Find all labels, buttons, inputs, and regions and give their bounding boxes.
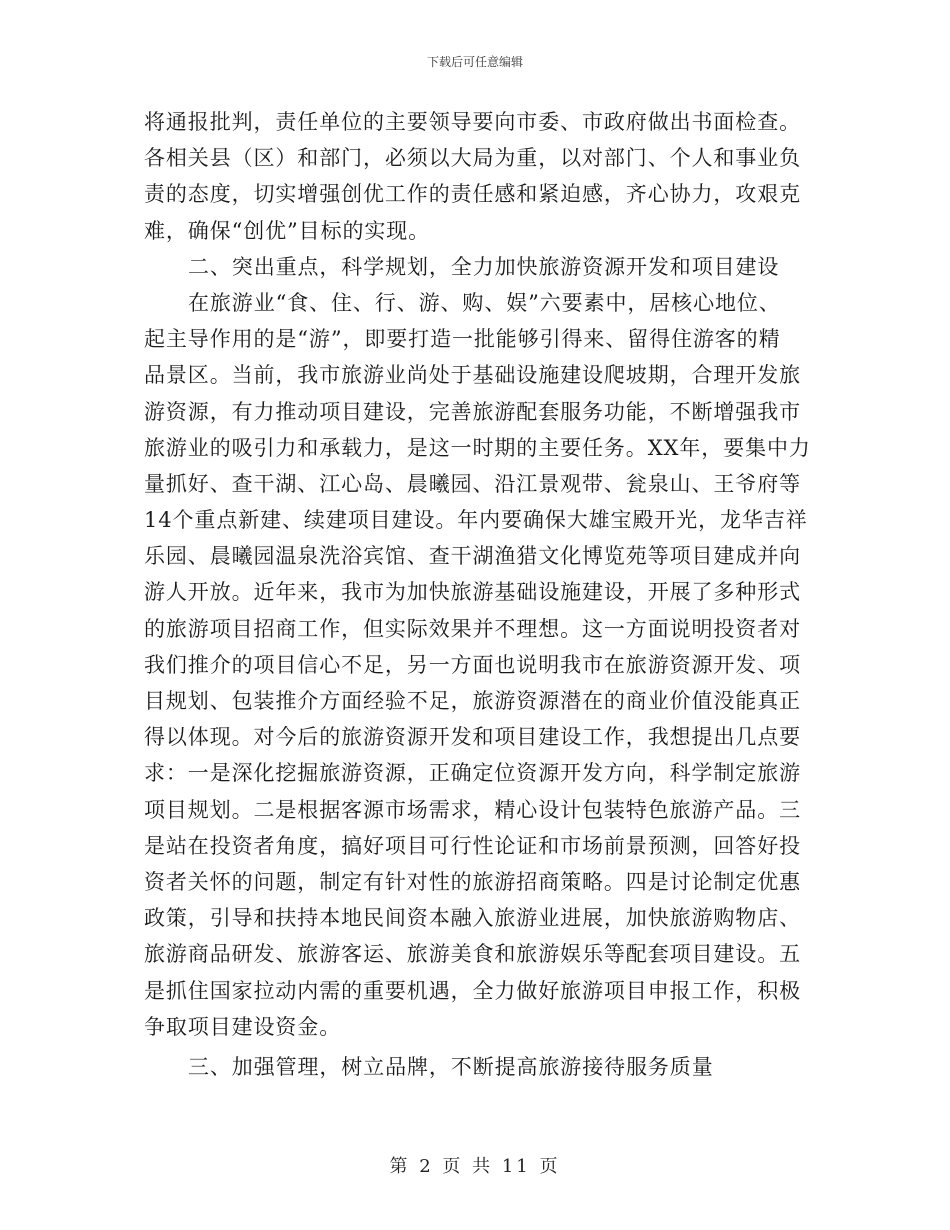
paragraph-2	[144, 285, 810, 1045]
text-line: 将通报批判，责任单位的主要领导要向市委、市政府做出书面检查。	[144, 110, 801, 134]
text-line: 各相关县（区）和部门，必须以大局为重，以对部门、个人和事业负	[144, 146, 801, 171]
paragraph-1	[144, 104, 810, 249]
text-line: 游人开放。近年来，我市为加快旅游基础设施建设，开展了多种形式	[144, 580, 801, 605]
text-line: 争取项目建设资金。	[144, 1014, 342, 1039]
text-line: 游资源，有力推动项目建设，完善旅游配套服务功能，不断增强我市	[144, 399, 801, 424]
text-line: 14个重点新建、续建项目建设。年内要确保大雄宝殿开光，龙华吉祥	[144, 508, 808, 533]
section-heading-3-wrapper	[144, 1049, 810, 1085]
text-line: 得以体现。对今后的旅游资源开发和项目建设工作，我想提出几点要	[144, 725, 801, 750]
text-line: 项目规划。二是根据客源市场需求，精心设计包装特色旅游产品。三	[144, 797, 801, 822]
text-line: 在旅游业“食、住、行、游、购、娱”六要素中，居核心地位、	[188, 290, 781, 315]
section-heading-2: 二、突出重点，科学规划，全力加快旅游资源开发和项目建设	[188, 254, 780, 279]
text-line: 起主导作用的是“游”，即要打造一批能够引得来、留得住游客的精	[144, 327, 781, 352]
text-line: 品景区。当前，我市旅游业尚处于基础设施建设爬坡期，合理开发旅	[144, 363, 801, 388]
page-header: 下载后可任意编辑	[426, 55, 523, 69]
page-footer: 第 2 页 共 11 页	[389, 1156, 561, 1177]
text-line: 乐园、晨曦园温泉洗浴宾馆、查干湖渔猎文化博览苑等项目建成并向	[144, 544, 801, 569]
text-line: 难，确保“创优”目标的实现。	[144, 218, 431, 243]
text-line: 是抓住国家拉动内需的重要机遇，全力做好旅游项目申报工作，积极	[144, 978, 801, 1003]
document-body	[144, 104, 810, 1085]
text-line: 的旅游项目招商工作，但实际效果并不理想。这一方面说明投资者对	[144, 616, 801, 641]
section-heading-3: 三、加强管理，树立品牌，不断提高旅游接待服务质量	[188, 1054, 714, 1079]
text-line: 旅游商品研发、旅游客运、旅游美食和旅游娱乐等配套项目建设。五	[144, 942, 801, 967]
text-line: 量抓好、查干湖、江心岛、晨曦园、沿江景观带、瓮泉山、王爷府等	[144, 471, 801, 496]
text-line: 我们推介的项目信心不足，另一方面也说明我市在旅游资源开发、项	[144, 652, 801, 677]
text-line: 旅游业的吸引力和承载力，是这一时期的主要任务。XX年，要集中力	[144, 435, 811, 460]
text-line: 目规划、包装推介方面经验不足，旅游资源潜在的商业价值没能真正	[144, 689, 801, 713]
text-line: 责的态度，切实增强创优工作的责任感和紧迫感，齐心协力，攻艰克	[144, 182, 801, 207]
text-line: 是站在投资者角度，搞好项目可行性论证和市场前景预测，回答好投	[144, 833, 801, 858]
text-line: 求：一是深化挖掘旅游资源，正确定位资源开发方向，科学制定旅游	[144, 761, 801, 786]
section-heading-2-wrapper	[144, 249, 810, 285]
text-line: 政策，引导和扶持本地民间资本融入旅游业进展，加快旅游购物店、	[144, 906, 801, 931]
text-line: 资者关怀的问题，制定有针对性的旅游招商策略。四是讨论制定优惠	[144, 869, 801, 894]
